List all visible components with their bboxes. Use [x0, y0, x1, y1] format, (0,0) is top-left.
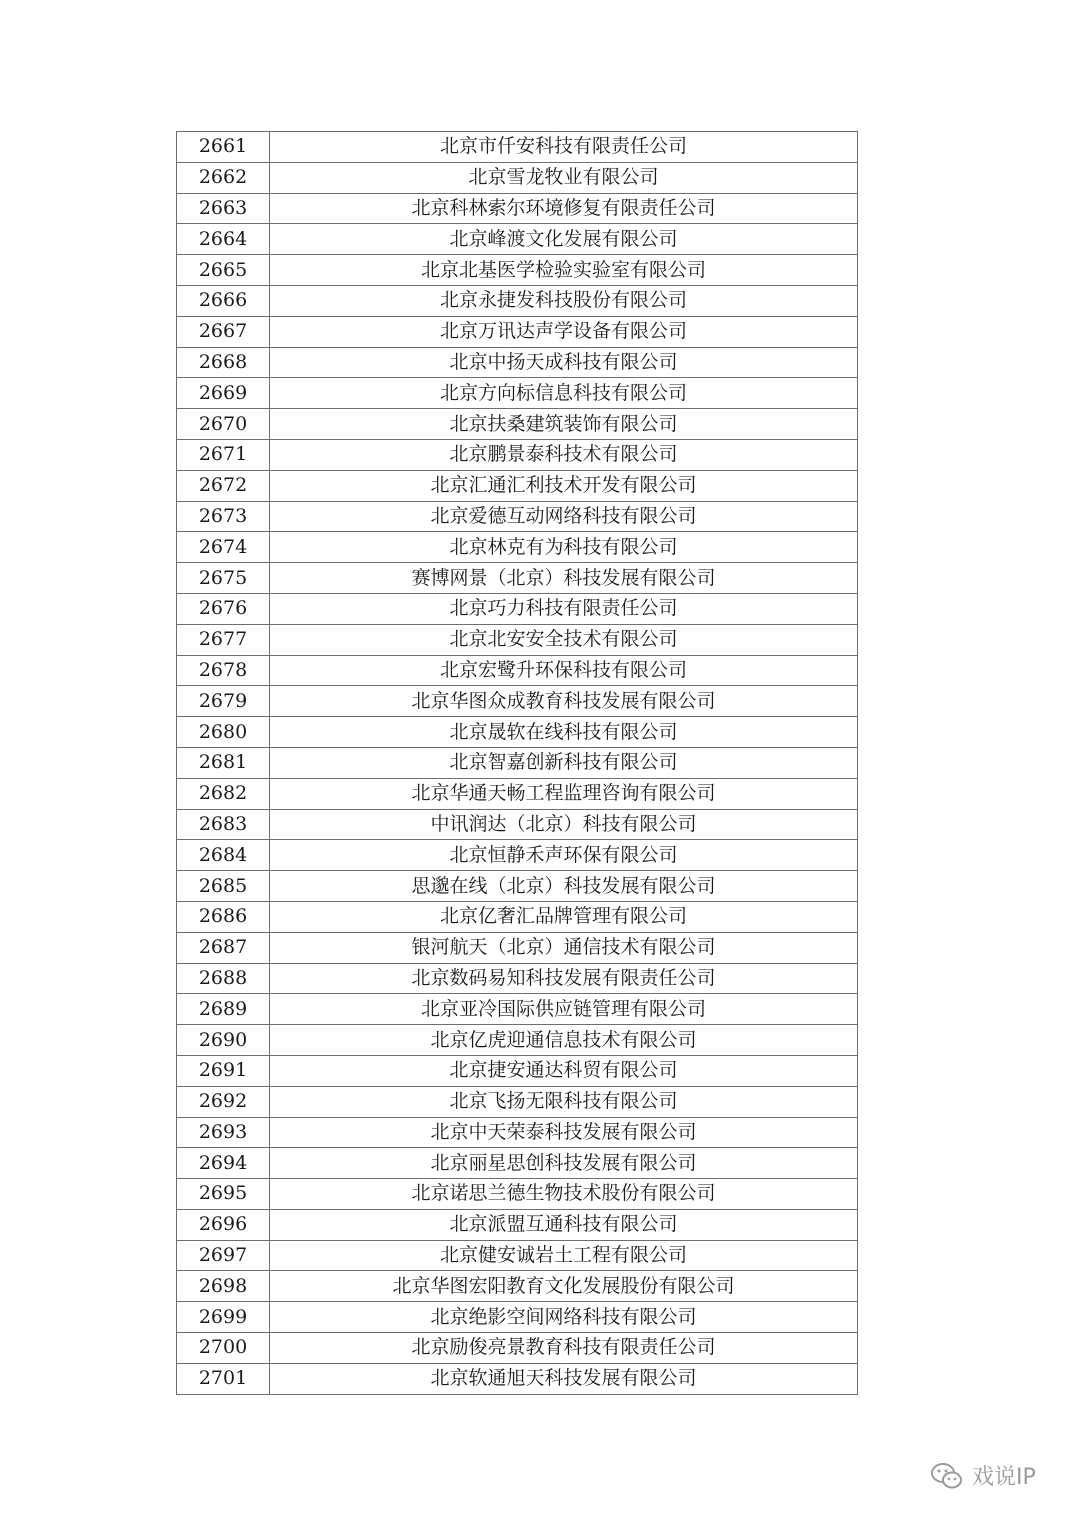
table-row [177, 563, 858, 594]
row-number: 2685 [177, 871, 270, 902]
table-row [177, 132, 858, 163]
company-name: 北京鹏景泰科技术有限公司 [270, 439, 858, 470]
table-row [177, 501, 858, 532]
row-number: 2684 [177, 840, 270, 871]
company-name: 北京中扬天成科技有限公司 [270, 347, 858, 378]
row-number: 2697 [177, 1240, 270, 1271]
row-number: 2698 [177, 1271, 270, 1302]
table-row [177, 1025, 858, 1056]
row-number: 2671 [177, 439, 270, 470]
row-number: 2696 [177, 1209, 270, 1240]
row-number: 2681 [177, 747, 270, 778]
company-name: 北京数码易知科技发展有限责任公司 [270, 963, 858, 994]
company-name: 思邈在线（北京）科技发展有限公司 [270, 871, 858, 902]
row-number: 2679 [177, 686, 270, 717]
table-row [177, 378, 858, 409]
table-row [177, 1240, 858, 1271]
row-number: 2676 [177, 593, 270, 624]
company-name: 北京亿奢汇品牌管理有限公司 [270, 901, 858, 932]
table-row [177, 963, 858, 994]
row-number: 2694 [177, 1148, 270, 1179]
table-row [177, 532, 858, 563]
row-number: 2687 [177, 932, 270, 963]
row-number: 2669 [177, 378, 270, 409]
company-name: 北京智嘉创新科技有限公司 [270, 747, 858, 778]
row-number: 2690 [177, 1025, 270, 1056]
wechat-icon [930, 1461, 964, 1491]
company-name: 北京励俊亮景教育科技有限责任公司 [270, 1333, 858, 1364]
company-name: 北京方向标信息科技有限公司 [270, 378, 858, 409]
row-number: 2675 [177, 563, 270, 594]
watermark-text: 戏说IP [972, 1465, 1036, 1490]
row-number: 2661 [177, 132, 270, 163]
company-name: 北京恒静禾声环保有限公司 [270, 840, 858, 871]
table-row [177, 409, 858, 440]
table-row [177, 778, 858, 809]
table-row [177, 1086, 858, 1117]
row-number: 2689 [177, 994, 270, 1025]
table-row [177, 655, 858, 686]
company-name: 北京林克有为科技有限公司 [270, 532, 858, 563]
table-row [177, 717, 858, 748]
table-row [177, 1148, 858, 1179]
row-number: 2662 [177, 162, 270, 193]
table-row [177, 224, 858, 255]
table-row [177, 747, 858, 778]
row-number: 2691 [177, 1055, 270, 1086]
table-row [177, 932, 858, 963]
company-name: 北京丽星思创科技发展有限公司 [270, 1148, 858, 1179]
row-number: 2677 [177, 624, 270, 655]
company-name: 北京永捷发科技股份有限公司 [270, 285, 858, 316]
table-row [177, 347, 858, 378]
company-name: 北京华图众成教育科技发展有限公司 [270, 686, 858, 717]
row-number: 2701 [177, 1363, 270, 1394]
company-name: 银河航天（北京）通信技术有限公司 [270, 932, 858, 963]
company-name: 北京科林索尔环境修复有限责任公司 [270, 193, 858, 224]
row-number: 2678 [177, 655, 270, 686]
company-name: 北京巧力科技有限责任公司 [270, 593, 858, 624]
company-name: 北京华图宏阳教育文化发展股份有限公司 [270, 1271, 858, 1302]
row-number: 2668 [177, 347, 270, 378]
table-row [177, 1302, 858, 1333]
table-row [177, 901, 858, 932]
row-number: 2664 [177, 224, 270, 255]
row-number: 2672 [177, 470, 270, 501]
table-row [177, 1179, 858, 1210]
table-row [177, 1117, 858, 1148]
company-name: 中讯润达（北京）科技有限公司 [270, 809, 858, 840]
table-row [177, 593, 858, 624]
row-number: 2686 [177, 901, 270, 932]
table-row [177, 994, 858, 1025]
row-number: 2693 [177, 1117, 270, 1148]
row-number: 2670 [177, 409, 270, 440]
company-name: 北京汇通汇利技术开发有限公司 [270, 470, 858, 501]
company-name: 北京宏鹭升环保科技有限公司 [270, 655, 858, 686]
row-number: 2695 [177, 1179, 270, 1210]
company-name: 北京峰渡文化发展有限公司 [270, 224, 858, 255]
table-row [177, 193, 858, 224]
company-name: 北京飞扬无限科技有限公司 [270, 1086, 858, 1117]
company-name: 北京晟软在线科技有限公司 [270, 717, 858, 748]
company-name: 北京绝影空间网络科技有限公司 [270, 1302, 858, 1333]
company-name: 北京派盟互通科技有限公司 [270, 1209, 858, 1240]
table-row [177, 285, 858, 316]
company-name: 北京中天荣泰科技发展有限公司 [270, 1117, 858, 1148]
table-row [177, 871, 858, 902]
table-row [177, 809, 858, 840]
company-name: 北京捷安通达科贸有限公司 [270, 1055, 858, 1086]
table-row [177, 1363, 858, 1394]
company-name: 北京北安安全技术有限公司 [270, 624, 858, 655]
company-name: 北京诺思兰德生物技术股份有限公司 [270, 1179, 858, 1210]
table-row [177, 439, 858, 470]
table-body [177, 132, 858, 1395]
company-name: 北京健安诚岩土工程有限公司 [270, 1240, 858, 1271]
company-name: 北京市仟安科技有限责任公司 [270, 132, 858, 163]
table-row [177, 1271, 858, 1302]
company-name: 赛博网景（北京）科技发展有限公司 [270, 563, 858, 594]
table-row [177, 316, 858, 347]
row-number: 2673 [177, 501, 270, 532]
row-number: 2699 [177, 1302, 270, 1333]
company-name: 北京亿虎迎通信息技术有限公司 [270, 1025, 858, 1056]
company-name: 北京扶桑建筑装饰有限公司 [270, 409, 858, 440]
row-number: 2666 [177, 285, 270, 316]
company-name: 北京华通天畅工程监理咨询有限公司 [270, 778, 858, 809]
row-number: 2688 [177, 963, 270, 994]
company-list-table [176, 131, 858, 1395]
company-name: 北京北基医学检验实验室有限公司 [270, 255, 858, 286]
row-number: 2663 [177, 193, 270, 224]
row-number: 2674 [177, 532, 270, 563]
table-row [177, 686, 858, 717]
watermark [930, 1460, 1036, 1491]
table-row [177, 624, 858, 655]
row-number: 2692 [177, 1086, 270, 1117]
row-number: 2667 [177, 316, 270, 347]
company-name: 北京软通旭天科技发展有限公司 [270, 1363, 858, 1394]
table-row [177, 255, 858, 286]
table-row [177, 1333, 858, 1364]
table-row [177, 162, 858, 193]
company-name: 北京雪龙牧业有限公司 [270, 162, 858, 193]
row-number: 2665 [177, 255, 270, 286]
table-row [177, 1209, 858, 1240]
row-number: 2682 [177, 778, 270, 809]
table-row [177, 840, 858, 871]
company-name: 北京亚冷国际供应链管理有限公司 [270, 994, 858, 1025]
company-name: 北京万讯达声学设备有限公司 [270, 316, 858, 347]
row-number: 2680 [177, 717, 270, 748]
company-name: 北京爱德互动网络科技有限公司 [270, 501, 858, 532]
table-row [177, 1055, 858, 1086]
row-number: 2683 [177, 809, 270, 840]
table-row [177, 470, 858, 501]
row-number: 2700 [177, 1333, 270, 1364]
